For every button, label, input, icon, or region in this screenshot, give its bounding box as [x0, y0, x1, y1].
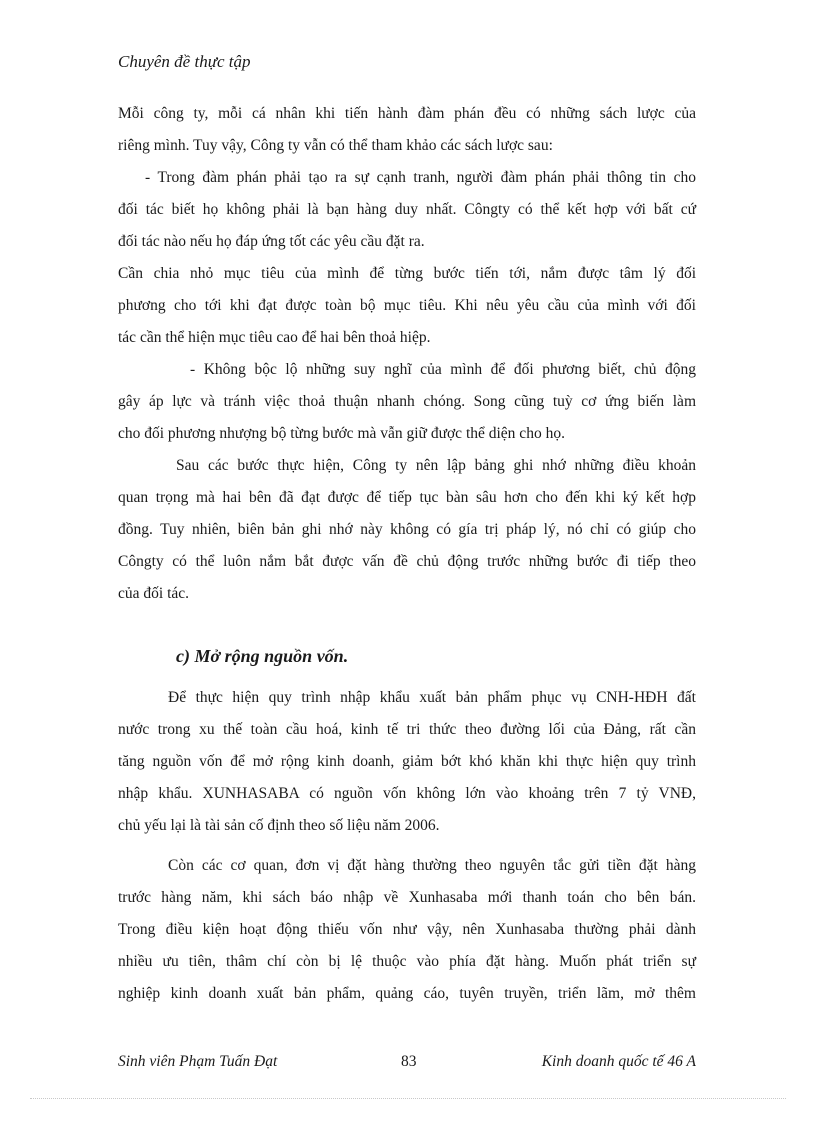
paragraph-line: đối tác biết họ không phải là bạn hàng duy nhất. Côngty có thể kết hợp với bất cứ: [118, 201, 696, 218]
paragraph-line: Để thực hiện quy trình nhập khẩu xuất bản phẩm phục vụ CNH-HĐH đất: [168, 689, 696, 706]
paragraph-line: nhiều ưu tiên, thâm chí còn bị lệ thuộc vào phía đặt hàng. Muốn phát triển sự: [118, 953, 696, 970]
paragraph-line: đối tác nào nếu họ đáp ứng tốt các yêu cầu đặt ra.: [118, 233, 425, 250]
paragraph-line: chủ yếu lại là tài sản cố định theo số liệu năm 2006.: [118, 817, 440, 834]
paragraph-line: nghiệp kinh doanh xuất bản phẩm, quảng cáo, tuyên truyền, triển lãm, mở thêm: [118, 985, 696, 1002]
footer-student-name: Sinh viên Phạm Tuấn Đạt: [118, 1053, 278, 1070]
footer-page-number: 83: [401, 1053, 417, 1070]
page-header-title: Chuyên đề thực tập: [118, 52, 251, 71]
paragraph-line: Cần chia nhỏ mục tiêu của mình để từng bước tiến tới, nắm được tâm lý đối: [118, 265, 696, 282]
paragraph-line: - Không bộc lộ những suy nghĩ của mình để đối phương biết, chủ động: [190, 361, 696, 378]
paragraph-line: của đối tác.: [118, 585, 190, 602]
paragraph-line: Trong điều kiện hoạt động thiếu vốn như vậy, nên Xunhasaba thường phải dành: [118, 921, 696, 938]
section-heading: c) Mở rộng nguồn vốn.: [176, 646, 349, 666]
paragraph-line: Côngty có thể luôn nắm bắt được vấn đề chủ động trước những bước đi tiếp theo: [118, 553, 696, 570]
paragraph-line: cho đối phương nhượng bộ từng bước mà vẫn giữ được thể diện cho họ.: [118, 425, 565, 442]
paragraph-line: đồng. Tuy nhiên, biên bản ghi nhớ này không có gía trị pháp lý, nó chỉ có giúp cho: [118, 521, 696, 538]
paragraph-line: gây áp lực và tránh việc thoả thuận nhanh chóng. Song cũng tuỳ cơ ứng biến làm: [118, 393, 696, 410]
paragraph-line: nước trong xu thế toàn cầu hoá, kinh tế tri thức theo đường lối của Đảng, rất cần: [118, 721, 696, 738]
paragraph-line: Mỗi công ty, mỗi cá nhân khi tiến hành đàm phán đều có những sách lược của: [118, 105, 696, 122]
paragraph-line: tăng nguồn vốn để mở rộng kinh doanh, giảm bớt khó khăn khi thực hiện quy trình: [118, 753, 696, 770]
paragraph-line: riêng mình. Tuy vậy, Công ty vẫn có thể tham khảo các sách lược sau:: [118, 137, 553, 154]
paragraph-line: Còn các cơ quan, đơn vị đặt hàng thường theo nguyên tắc gửi tiền đặt hàng: [168, 857, 696, 874]
paragraph-line: phương cho tới khi đạt được toàn bộ mục tiêu. Khi nêu yêu cầu của mình với đối: [118, 297, 696, 314]
paragraph-line: nhập khẩu. XUNHASABA có nguồn vốn không lớn vào khoảng trên 7 tỷ VNĐ,: [118, 785, 696, 802]
footer-class: Kinh doanh quốc tế 46 A: [541, 1053, 696, 1070]
paragraph-line: quan trọng mà hai bên đã đạt được để tiếp tục bàn sâu hơn cho đến khi ký kết hợp: [118, 489, 696, 506]
paragraph-line: - Trong đàm phán phải tạo ra sự cạnh tranh, người đàm phán phải thông tin cho: [145, 169, 696, 186]
paragraph-line: Sau các bước thực hiện, Công ty nên lập bảng ghi nhớ những điều khoản: [176, 457, 696, 474]
paragraph-line: tác cần thể hiện mục tiêu cao để hai bên thoả hiệp.: [118, 329, 431, 346]
paragraph-line: trước hàng năm, khi sách báo nhập về Xunhasaba mới thanh toán cho bên bán.: [118, 889, 696, 906]
page-bottom-divider: [30, 1098, 786, 1099]
